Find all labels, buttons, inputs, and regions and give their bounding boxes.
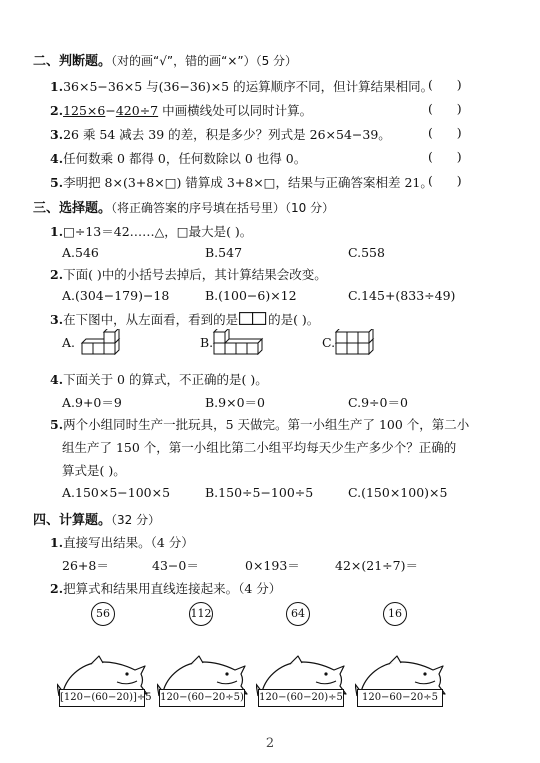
oral-calc-expr[interactable]: 0×193＝: [245, 558, 300, 573]
dolphin-card[interactable]: [157, 654, 249, 720]
question-text: 算式是( )。: [62, 463, 126, 478]
dolphin-icon: [57, 654, 149, 720]
dolphin-icon: [256, 654, 348, 720]
item-number: 5.: [50, 175, 64, 190]
question-text: 组生产了 150 个，第一小组比第二小组平均每天少生产多少个？正确的: [62, 440, 457, 455]
result-circle[interactable]: 16: [383, 602, 407, 626]
option[interactable]: A.150×5−100×5: [62, 485, 171, 500]
choice-question-2: [50, 265, 327, 283]
item-text: −: [105, 103, 116, 118]
option[interactable]: B.547: [205, 245, 243, 260]
expression-label: 120−(60−20)÷5: [258, 689, 344, 707]
question-text: 把算式和结果用直线连接起来。（4 分）: [63, 581, 282, 596]
option-letter: B.: [200, 335, 214, 350]
section-note: （将正确答案的序号填在括号里）（10 分）: [111, 201, 335, 215]
dolphin-card[interactable]: [256, 654, 348, 720]
answer-paren[interactable]: ( ): [428, 149, 462, 164]
option[interactable]: A.(304−179)−18: [62, 288, 170, 303]
section-title-text: 二、判断题。: [33, 54, 112, 69]
item-number: 2.: [50, 103, 64, 118]
item-text: 任何数乘 0 都得 0，任何数除以 0 也得 0。: [63, 151, 307, 166]
item-number: 1.: [50, 224, 64, 239]
expression-label: 120−60−20÷5: [357, 689, 443, 707]
item-number: 1.: [50, 79, 64, 94]
answer-paren[interactable]: ( ): [428, 101, 462, 116]
choice-question-3: [50, 310, 319, 328]
result-circle[interactable]: 64: [286, 602, 310, 626]
answer-paren[interactable]: ( ): [428, 125, 462, 140]
result-circle[interactable]: 56: [91, 602, 115, 626]
item-number: 4.: [50, 372, 64, 387]
section-title-calculation: [33, 509, 160, 528]
dolphin-card[interactable]: [355, 654, 447, 720]
item-number: 2.: [50, 581, 64, 596]
calc-question-2: [50, 579, 281, 597]
section-title-text: 三、选择题。: [33, 201, 112, 216]
question-text: 在下图中，从左面看，看到的是: [63, 312, 239, 327]
two-squares-view-icon: [239, 312, 267, 325]
option-letter: A.: [62, 335, 76, 350]
choice-question-4: [50, 370, 268, 388]
judgement-item-1: [50, 77, 433, 95]
expression-label: [120−(60−20)]÷5: [59, 689, 145, 707]
item-text: 李明把 8×(3+8×□) 错算成 3+8×□，结果与正确答案相差 21。: [63, 175, 433, 190]
option-letter: C.: [322, 335, 336, 350]
question-text: 两个小组同时生产一批玩具，5 天做完。第一小组生产了 100 个，第二小: [63, 417, 470, 432]
section-title-choice: [33, 197, 334, 216]
question-text: 下面关于 0 的算式，不正确的是( )。: [63, 372, 268, 387]
question-text: 的是( )。: [268, 312, 320, 327]
answer-paren[interactable]: ( ): [428, 77, 462, 92]
option[interactable]: C.9÷0＝0: [348, 395, 408, 410]
section-note: （32 分）: [111, 513, 161, 527]
judgement-item-2: [50, 101, 312, 119]
option[interactable]: B.9×0＝0: [205, 395, 265, 410]
oral-calc-expr[interactable]: 43−0＝: [152, 558, 199, 573]
item-number: 4.: [50, 151, 64, 166]
dolphin-card[interactable]: [57, 654, 152, 720]
cube-stack-b-icon: [212, 329, 272, 355]
item-text: 36×5−36×5 与(36−36)×5 的运算顺序不同，但计算结果相同。: [63, 79, 434, 94]
choice-question-5: [50, 415, 469, 433]
cube-stack-c-icon: [334, 329, 394, 355]
dolphin-icon: [355, 654, 447, 720]
oral-calc-expr[interactable]: 26+8＝: [62, 558, 109, 573]
section-note: （对的画“√”，错的画“×”）（5 分）: [111, 54, 298, 68]
option[interactable]: C.(150×100)×5: [348, 485, 448, 500]
judgement-item-5: [50, 173, 433, 191]
page-number: 2: [265, 736, 275, 751]
item-text: 26 乘 54 减去 39 的差，积是多少？列式是 26×54−39。: [63, 127, 391, 142]
item-number: 3.: [50, 312, 64, 327]
judgement-item-3: [50, 125, 391, 143]
underlined-term: 420÷7: [115, 103, 159, 118]
option[interactable]: B.150÷5−100÷5: [205, 485, 314, 500]
cube-stack-a-icon: [80, 329, 140, 355]
expression-label: 120−(60−20÷5): [159, 689, 245, 707]
question-text: 直接写出结果。（4 分）: [63, 535, 194, 550]
option[interactable]: B.(100−6)×12: [205, 288, 297, 303]
underlined-term: 125×6: [63, 103, 106, 118]
dolphin-icon: [157, 654, 249, 720]
section-title-judgement: [33, 50, 297, 69]
oral-calc-expr[interactable]: 42×(21÷7)＝: [335, 558, 418, 573]
option[interactable]: A.546: [62, 245, 99, 260]
calc-question-1: [50, 533, 194, 551]
result-circle[interactable]: 112: [189, 602, 213, 626]
judgement-item-4: [50, 149, 306, 167]
option[interactable]: A.9+0＝9: [62, 395, 122, 410]
item-number: 1.: [50, 535, 64, 550]
question-text: □÷13＝42……△，□最大是( )。: [63, 224, 253, 239]
item-number: 5.: [50, 417, 64, 432]
item-text: 中画横线处可以同时计算。: [158, 103, 313, 118]
option[interactable]: C.145+(833÷49): [348, 288, 456, 303]
choice-question-1: [50, 222, 252, 240]
option[interactable]: C.558: [348, 245, 385, 260]
item-number: 2.: [50, 267, 64, 282]
item-number: 3.: [50, 127, 64, 142]
answer-paren[interactable]: ( ): [428, 173, 462, 188]
section-title-text: 四、计算题。: [33, 513, 112, 528]
question-text: 下面( )中的小括号去掉后，其计算结果会改变。: [63, 267, 327, 282]
